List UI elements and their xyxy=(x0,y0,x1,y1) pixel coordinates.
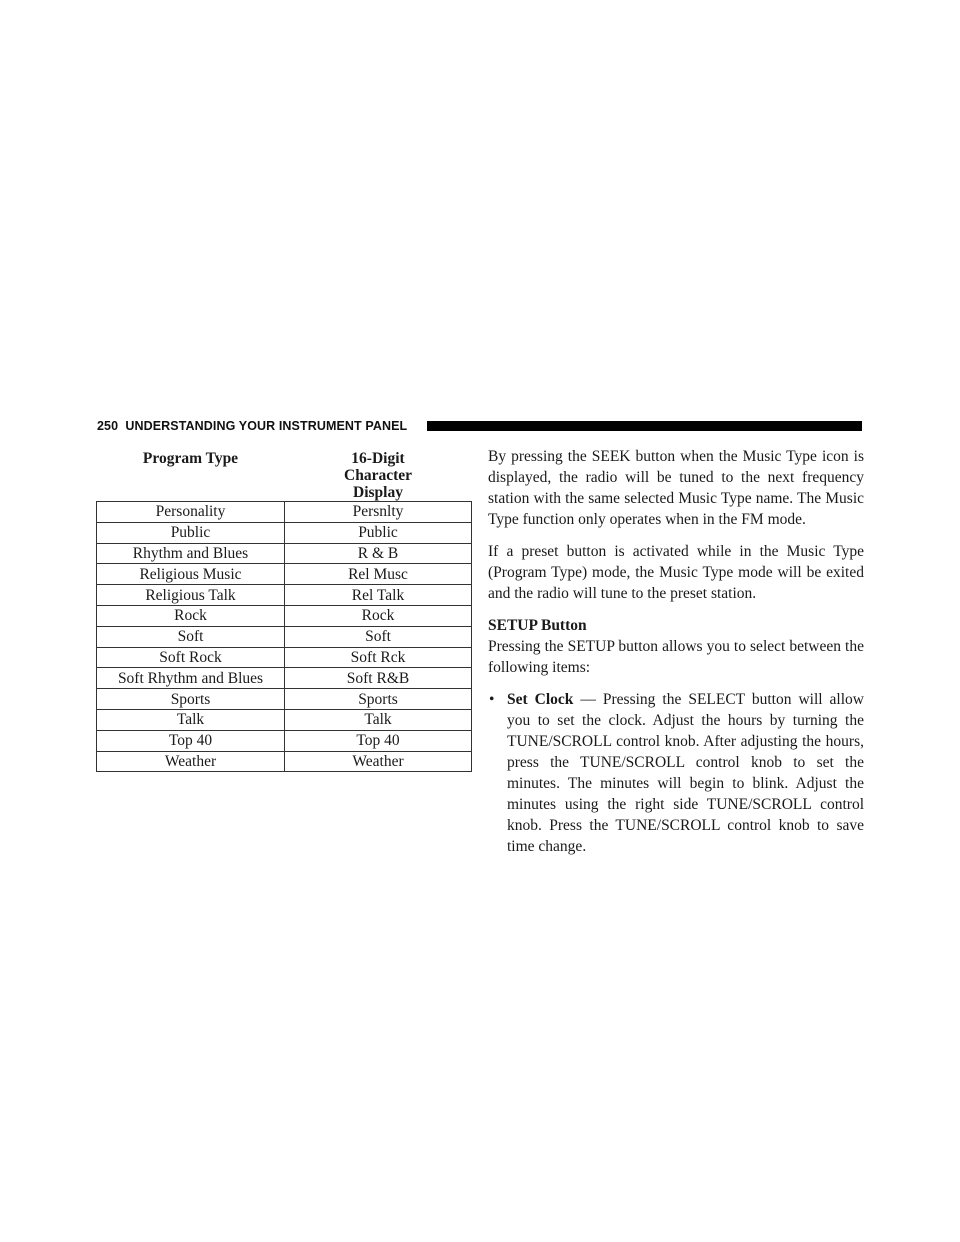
table-row xyxy=(97,668,472,689)
table-cell: Soft Rhythm and Blues xyxy=(97,668,285,689)
column-header-character-display: 16-Digit Character Display xyxy=(285,444,472,502)
table-row xyxy=(97,564,472,585)
table-header-row xyxy=(97,444,472,502)
table-cell: Public xyxy=(285,522,472,543)
table-cell: Soft xyxy=(285,626,472,647)
table-row xyxy=(97,543,472,564)
table-cell: Talk xyxy=(97,709,285,730)
paragraph-seek: By pressing the SEEK button when the Music Type icon is displayed, the radio will be tuned to the next frequency station with the same selected Music Type name. The Music Type function only operates when in the FM mode. xyxy=(488,448,864,528)
table-cell: Rock xyxy=(97,605,285,626)
table-cell: Rhythm and Blues xyxy=(97,543,285,564)
table-cell: Top 40 xyxy=(285,730,472,751)
table-cell: Soft Rck xyxy=(285,647,472,668)
table-row xyxy=(97,626,472,647)
header-rule xyxy=(427,421,862,431)
header-text xyxy=(97,418,407,434)
table-cell: Soft R&B xyxy=(285,668,472,689)
bullet-icon: • xyxy=(489,691,495,708)
body-text-column xyxy=(488,446,864,857)
paragraph-preset: If a preset button is activated while in the Music Type (Program Type) mode, the Music Type mode will be exited and the radio will tune to the preset station. xyxy=(488,543,864,602)
table-cell: Soft xyxy=(97,626,285,647)
page-header xyxy=(97,418,862,434)
table-cell: Religious Music xyxy=(97,564,285,585)
table-cell: Sports xyxy=(285,689,472,710)
table-cell: Personality xyxy=(97,502,285,523)
table-row xyxy=(97,730,472,751)
table-cell: Persnlty xyxy=(285,502,472,523)
page-number: 250 xyxy=(97,419,119,433)
table-cell: Rock xyxy=(285,605,472,626)
table-cell: Rel Musc xyxy=(285,564,472,585)
table-row xyxy=(97,647,472,668)
table-row xyxy=(97,585,472,606)
table-cell: Rel Talk xyxy=(285,585,472,606)
table-cell: Weather xyxy=(97,751,285,772)
table-cell: Top 40 xyxy=(97,730,285,751)
setup-heading: SETUP Button xyxy=(488,617,587,634)
table-cell: Public xyxy=(97,522,285,543)
bullet-text: — Pressing the SELECT button will allow you to set the clock. Adjust the hours by turning the TUNE/SCROLL control knob. After adjusting the hours, press the TUNE/SCROLL control knob to set the minutes. The minutes will begin to blink. Adjust the minutes using the right side TUNE/SCROLL control knob. Press the TUNE/SCROLL control knob to save time change. xyxy=(507,691,864,855)
table-cell: Weather xyxy=(285,751,472,772)
program-type-table xyxy=(96,444,472,772)
table-cell: Sports xyxy=(97,689,285,710)
bullet-term: Set Clock xyxy=(507,691,574,708)
section-title: UNDERSTANDING YOUR INSTRUMENT PANEL xyxy=(125,419,408,433)
table-cell: R & B xyxy=(285,543,472,564)
table-row xyxy=(97,605,472,626)
table-row xyxy=(97,522,472,543)
table-cell: Talk xyxy=(285,709,472,730)
table-cell: Religious Talk xyxy=(97,585,285,606)
table-row xyxy=(97,751,472,772)
column-header-program-type: Program Type xyxy=(97,444,285,502)
table-row xyxy=(97,502,472,523)
list-item-set-clock xyxy=(488,689,864,857)
table-cell: Soft Rock xyxy=(97,647,285,668)
table-row xyxy=(97,689,472,710)
table-row xyxy=(97,709,472,730)
setup-intro: Pressing the SETUP button allows you to select between the following items: xyxy=(488,638,864,676)
